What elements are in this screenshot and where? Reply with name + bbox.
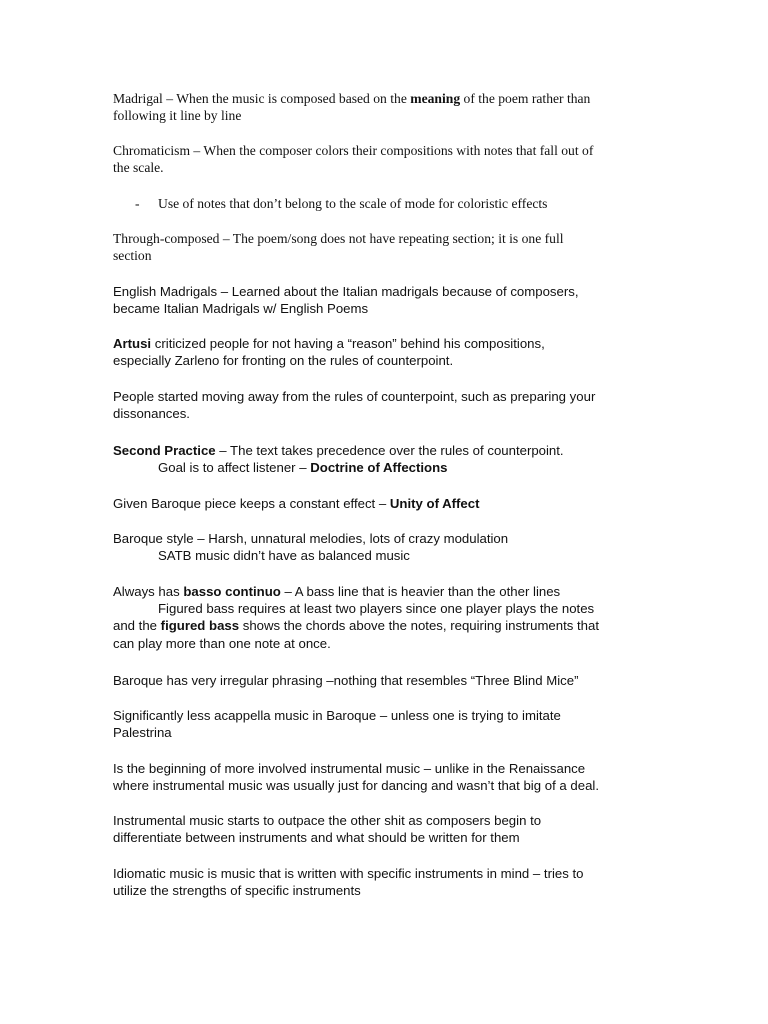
doctrine-of-affections-bold: Doctrine of Affections <box>310 460 448 476</box>
baroque-style-line-1: Baroque style – Harsh, unnatural melodies, lots of crazy modulation <box>113 531 509 546</box>
basso-text-a: Always has <box>113 584 184 599</box>
idiomatic-line-2: utilize the strengths of specific instruments <box>113 883 361 899</box>
english-madrigals-line-1: English Madrigals – Learned about the Italian madrigals because of composers, <box>113 284 579 299</box>
outpace-paragraph <box>113 812 658 846</box>
bullet-marker: - <box>135 196 140 211</box>
acappella-line-2: Palestrina <box>113 725 172 741</box>
chromaticism-paragraph <box>113 142 658 176</box>
artusi-line-1-rest: criticized people for not having a “reason” behind his compositions, <box>151 336 545 351</box>
baroque-style-paragraph <box>113 530 658 564</box>
basso-continuo-paragraph <box>113 583 658 652</box>
madrigal-term: Madrigal <box>113 91 163 106</box>
acappella-paragraph <box>113 707 658 741</box>
chromaticism-bullet-text: Use of notes that don’t belong to the scale of mode for coloristic effects <box>158 196 548 211</box>
phrasing-line: Baroque has very irregular phrasing –nothing that resembles “Three Blind Mice” <box>113 673 579 688</box>
outpace-line-2: differentiate between instruments and what should be written for them <box>113 830 520 846</box>
madrigal-text-a: – When the music is composed based on the <box>162 91 411 106</box>
through-composed-line-2: section <box>113 248 152 264</box>
through-composed-paragraph <box>113 230 658 264</box>
chromaticism-line-1: Chromaticism – When the composer colors their compositions with notes that fall out of <box>113 143 594 158</box>
instrumental-beginning-paragraph <box>113 760 658 794</box>
second-practice-bold: Second Practice <box>113 443 216 458</box>
figured-bass-bold: figured bass <box>160 618 240 634</box>
outpace-line-1: Instrumental music starts to outpace the other shit as composers begin to <box>113 813 542 828</box>
madrigal-bold-meaning: meaning <box>410 91 461 106</box>
unity-bold: Unity of Affect <box>389 496 480 511</box>
artusi-bold: Artusi <box>113 336 152 351</box>
basso-line-3 <box>113 617 658 634</box>
madrigal-line-1 <box>113 90 658 107</box>
madrigal-text-b: of the poem rather than <box>460 91 591 106</box>
second-practice-paragraph <box>113 442 658 476</box>
unity-line <box>113 495 658 512</box>
madrigal-line-2: following it line by line <box>113 108 242 124</box>
unity-paragraph <box>113 495 658 512</box>
instrumental-beginning-line-1: Is the beginning of more involved instrumental music – unlike in the Renaissance <box>113 761 586 776</box>
moving-away-paragraph <box>113 388 658 422</box>
artusi-line-2: especially Zarleno for fronting on the rules of counterpoint. <box>113 353 454 369</box>
moving-away-line-2: dissonances. <box>113 406 190 422</box>
acappella-line-1: Significantly less acappella music in Baroque – unless one is trying to imitate <box>113 708 561 723</box>
idiomatic-line-1: Idiomatic music is music that is written with specific instruments in mind – tries to <box>113 866 584 881</box>
basso-line-3-a: and the <box>113 618 161 634</box>
artusi-line-1 <box>113 335 658 352</box>
basso-line-4: can play more than one note at once. <box>113 635 331 651</box>
baroque-style-line-2: SATB music didn’t have as balanced music <box>158 548 410 564</box>
english-madrigals-paragraph <box>113 283 658 317</box>
phrasing-paragraph <box>113 672 658 689</box>
basso-line-1 <box>113 583 658 600</box>
unity-text: Given Baroque piece keeps a constant effect – <box>113 496 390 511</box>
chromaticism-line-2: the scale. <box>113 160 164 176</box>
basso-line-3-b: shows the chords above the notes, requiring instruments that <box>239 618 600 634</box>
idiomatic-paragraph <box>113 865 658 899</box>
basso-continuo-bold: basso continuo <box>183 584 281 599</box>
artusi-paragraph <box>113 335 658 369</box>
moving-away-line-1: People started moving away from the rules of counterpoint, such as preparing your <box>113 389 596 404</box>
basso-text-b: – A bass line that is heavier than the other lines <box>280 584 561 599</box>
through-composed-line-1: Through-composed – The poem/song does not have repeating section; it is one full <box>113 231 564 246</box>
second-practice-line-2-text: Goal is to affect listener – <box>158 460 311 476</box>
basso-line-2: Figured bass requires at least two players since one player plays the notes <box>158 601 595 617</box>
second-practice-line-1-rest: – The text takes precedence over the rules of counterpoint. <box>215 443 564 458</box>
english-madrigals-line-2: became Italian Madrigals w/ English Poems <box>113 301 369 317</box>
instrumental-beginning-line-2: where instrumental music was usually just for dancing and wasn’t that big of a deal. <box>113 778 599 794</box>
second-practice-line-1 <box>113 442 658 459</box>
madrigal-paragraph <box>113 90 658 124</box>
second-practice-line-2 <box>113 459 658 476</box>
